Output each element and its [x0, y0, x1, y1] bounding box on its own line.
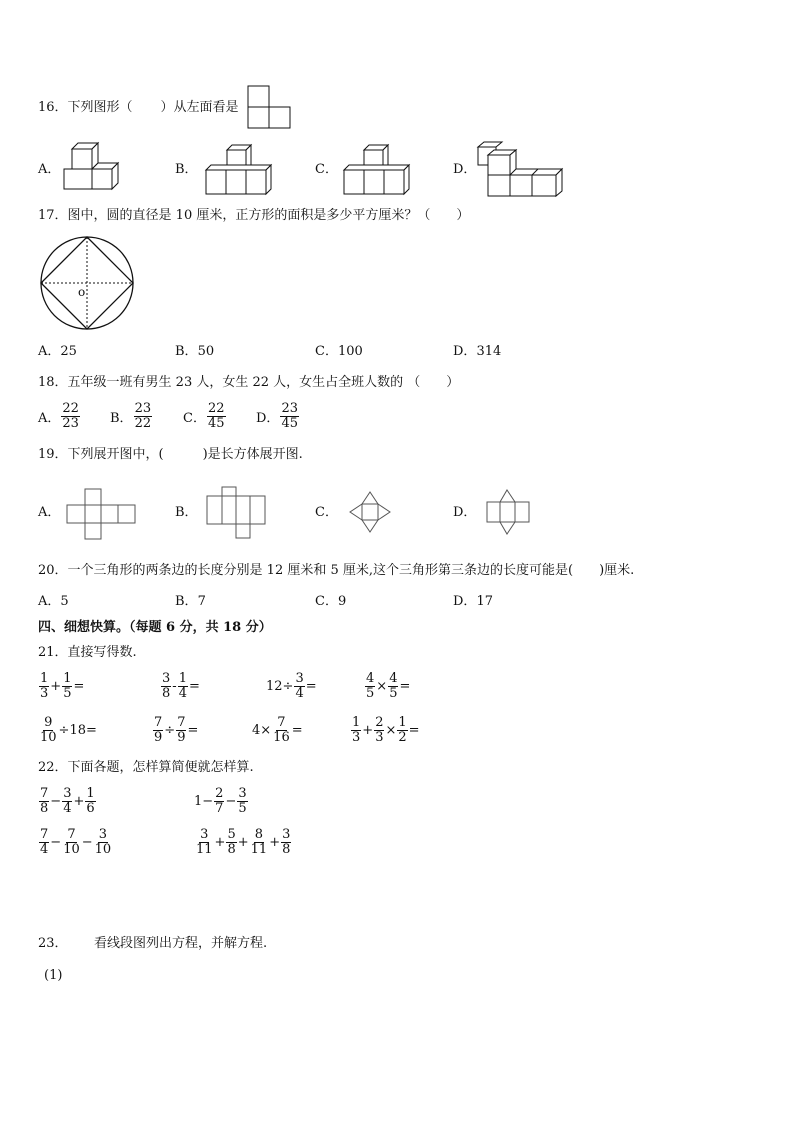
q21-item-a3: 12÷ $\frac{3}{4}$ =: [266, 671, 317, 701]
q22-expr-2: 1− $\frac{2}{7}$ − $\frac{3}{5}$: [194, 786, 247, 816]
q17-option-b[interactable]: B．50: [175, 344, 215, 359]
q17-stem: 17．图中，圆的直径是 10 厘米，正方形的面积是多少平方厘米？（ ）: [38, 208, 470, 223]
q19-option-a-label[interactable]: A．: [38, 505, 61, 520]
q17-center-label: o: [78, 285, 86, 299]
q22-expr-4: $\frac{3}{11}$ + $\frac{5}{8}$ + $\frac{8}{11}$ + $\frac{3}{8}$: [196, 827, 291, 857]
q21-item-b3: 4× $\frac{7}{16}$ =: [252, 715, 303, 745]
q16-option-a-figure[interactable]: [60, 141, 120, 197]
q21-item-a2: $\frac{3}{8}$ - $\frac{1}{4}$ =: [162, 671, 200, 701]
q19-option-c-label[interactable]: C．: [315, 505, 338, 520]
q19-option-c-net[interactable]: [348, 490, 394, 536]
q18-option-d[interactable]: D． $\frac{23}{45}$: [256, 401, 298, 431]
q16-option-d-label[interactable]: D．: [453, 162, 477, 177]
q18-option-b[interactable]: B． $\frac{23}{22}$: [110, 401, 152, 431]
q22-expr-3: $\frac{7}{4}$ − $\frac{7}{10}$ − $\frac{3}{10}$: [40, 827, 112, 857]
q21-item-b2: $\frac{7}{9}$ ÷ $\frac{7}{9}$ =: [154, 715, 199, 745]
q22-stem: 22．下面各题，怎样算简便就怎样算.: [38, 760, 254, 775]
q21-stem: 21．直接写得数.: [38, 645, 137, 660]
q21-item-b4: $\frac{1}{3}$ + $\frac{2}{3}$ × $\frac{1}{2}$ =: [352, 715, 420, 745]
q22-expr-1: $\frac{7}{8}$ − $\frac{3}{4}$ + $\frac{1}{6}$: [40, 786, 95, 816]
q19-option-d-label[interactable]: D．: [453, 505, 477, 520]
q23-sub-1: (1): [44, 968, 63, 983]
q20-option-c[interactable]: C．9: [315, 594, 347, 609]
q17-option-a[interactable]: A．25: [38, 344, 77, 359]
q19-option-a-net[interactable]: [66, 486, 138, 540]
q16-option-a-label[interactable]: A．: [38, 162, 61, 177]
q17-circle-square-figure: [38, 236, 138, 332]
q23-stem: 看线段图列出方程，并解方程.: [94, 936, 268, 951]
q16-option-c-figure[interactable]: [341, 144, 415, 198]
q17-option-d[interactable]: D．314: [453, 344, 502, 359]
q16-option-b-label[interactable]: B．: [175, 162, 198, 177]
q19-option-b-net[interactable]: [206, 486, 268, 542]
q21-item-b1: $\frac{9}{10}$ ÷18=: [40, 715, 97, 745]
q20-option-b[interactable]: B．7: [175, 594, 206, 609]
section-4-heading: 四、细想快算。（每题 6 分，共 18 分）: [38, 620, 272, 635]
q19-option-b-label[interactable]: B．: [175, 505, 198, 520]
q20-option-a[interactable]: A．5: [38, 594, 69, 609]
q20-option-d[interactable]: D．17: [453, 594, 493, 609]
q18-stem: 18．五年级一班有男生 23 人，女生 22 人，女生占全班人数的 （ ）: [38, 375, 460, 390]
q20-stem: 20．一个三角形的两条边的长度分别是 12 厘米和 5 厘米,这个三角形第三条边的长度可能是( )厘米.: [38, 563, 635, 578]
q18-option-a[interactable]: A． $\frac{22}{23}$: [38, 401, 79, 431]
q16-stem: 16．下列图形（ ）从左面看是: [38, 100, 239, 115]
q16-option-d-figure[interactable]: [476, 141, 568, 199]
q19-stem: 19．下列展开图中，( )是长方体展开图.: [38, 447, 303, 462]
q16-option-c-label[interactable]: C．: [315, 162, 338, 177]
q21-item-a1: $\frac{1}{3}$ + $\frac{1}{5}$ =: [40, 671, 85, 701]
q17-option-c[interactable]: C．100: [315, 344, 363, 359]
q18-option-c[interactable]: C． $\frac{22}{45}$: [183, 401, 225, 431]
q23-number: 23．: [38, 936, 68, 951]
q19-option-d-net[interactable]: [486, 488, 532, 538]
q21-item-a4: $\frac{4}{5}$ × $\frac{4}{5}$ =: [366, 671, 411, 701]
q16-option-b-figure[interactable]: [203, 144, 277, 198]
q16-left-view-figure: [247, 85, 291, 129]
